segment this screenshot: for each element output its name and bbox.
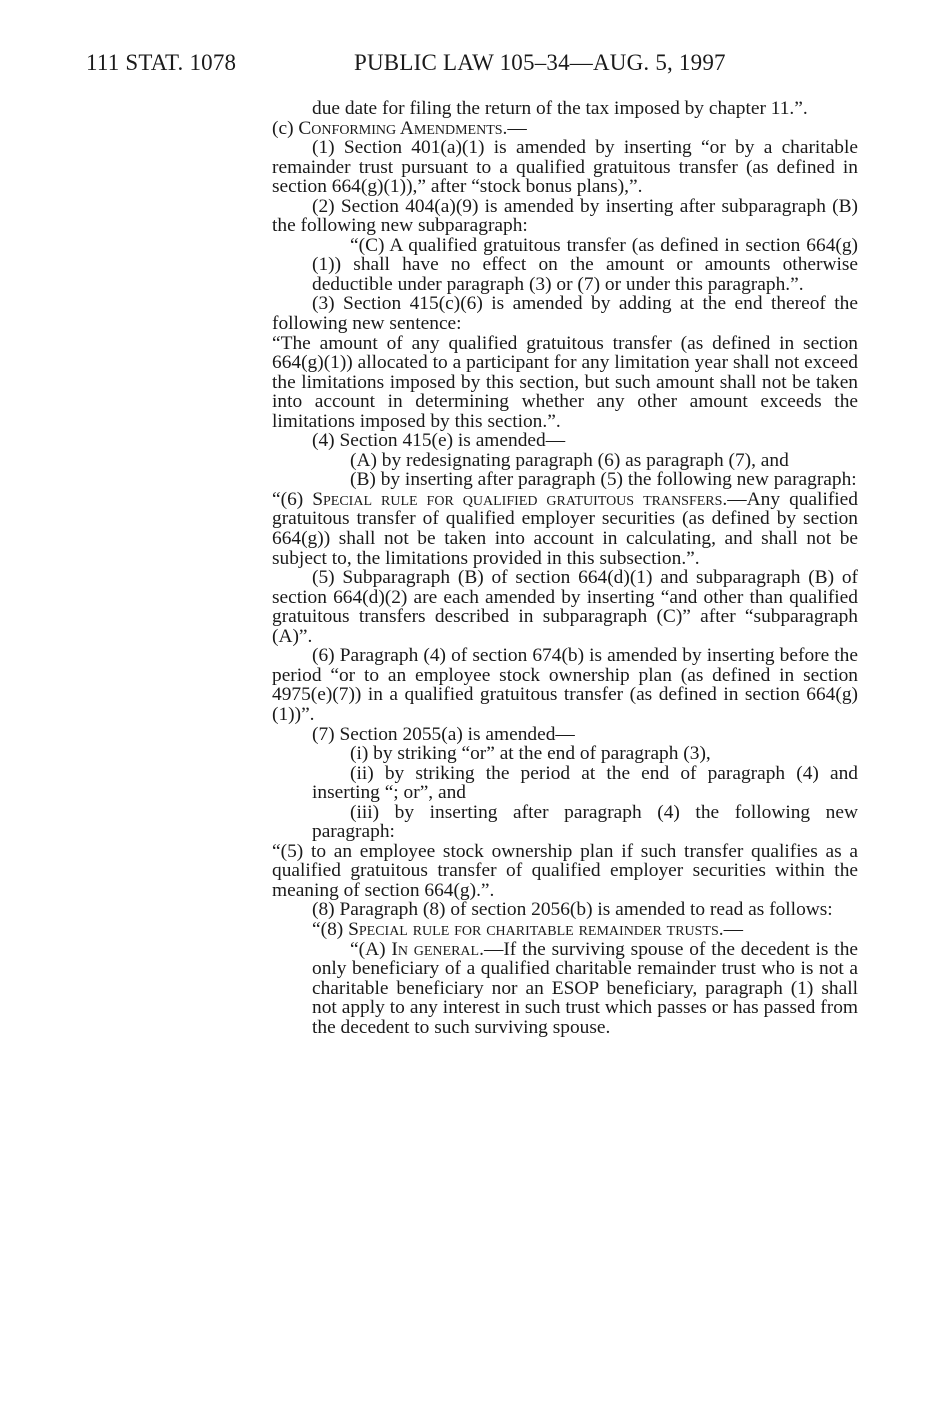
clause: (iii) by inserting after paragraph (4) the following new paragraph: — [312, 801, 858, 843]
quoted-paragraph: “(6) Special rule for qualified gratuitous transfers.—Any qualified gratuitous transfer of qualified employer securities (as defined by section 664(g)) shall not be taken into account in calculating, and shall not be subject to, the limitations provided in this subsection.”. — [272, 488, 858, 569]
law-title: PUBLIC LAW 105–34—AUG. 5, 1997 — [354, 50, 726, 75]
paragraph: (5) Subparagraph (B) of section 664(d)(1) and subparagraph (B) of section 664(d)(2) are each amended by inserting “and other than qualified gratuitous transfers described in subparagraph (C)” after “subparagraph (A)”. — [272, 567, 858, 647]
quoted-subparagraph: “(A) In general.—If the surviving spouse of the decedent is the only beneficiary of a qualified charitable remainder trust who is not a charitable beneficiary nor an ESOP beneficiary, paragraph (1) shall not apply to any interest in such trust which passes or has passed from the decedent to such surviving spouse. — [312, 938, 858, 1038]
clause: (i) by striking “or” at the end of paragraph (3), — [350, 743, 711, 765]
paragraph: (7) Section 2055(a) is amended— — [312, 723, 575, 745]
page-number: 111 STAT. 1078 — [86, 50, 237, 75]
subsection-heading-paragraph: (c) Conforming Amendments.— — [272, 117, 527, 139]
clause: (ii) by striking the period at the end of paragraph (4) and inserting “; or”, and — [312, 762, 858, 804]
subparagraph: (A) by redesignating paragraph (6) as paragraph (7), and — [350, 449, 789, 471]
running-header — [86, 50, 876, 84]
paragraph: (6) Paragraph (4) of section 674(b) is amended by inserting before the period “or to an employee stock ownership plan (as defined in section 4975(e)(7)) in a qualified gratuitous transfer (as defined in section 664(g)(1))”. — [272, 645, 858, 725]
paragraph: due date for filing the return of the tax imposed by chapter 11.”. — [312, 98, 808, 119]
quoted-heading: “(8) Special rule for charitable remainder trusts.— — [312, 918, 744, 940]
paragraph: (3) Section 415(c)(6) is amended by adding at the end thereof the following new sentence: — [272, 293, 858, 335]
paragraph: (8) Paragraph (8) of section 2056(b) is amended to read as follows: — [312, 899, 833, 921]
paragraph: (4) Section 415(e) is amended— — [312, 430, 566, 452]
statute-text — [272, 99, 858, 1037]
subparagraph: (B) by inserting after paragraph (5) the following new paragraph: — [350, 469, 857, 491]
paragraph: (1) Section 401(a)(1) is amended by inserting “or by a charitable remainder trust pursuant to a qualified gratuitous transfer (as defined in section 664(g)(1)),” after “stock bonus plans),”. — [272, 137, 858, 198]
quoted-paragraph: “(5) to an employee stock ownership plan if such transfer qualifies as a qualified gratuitous transfer of qualified employer securities within the meaning of section 664(g).”. — [272, 840, 858, 901]
paragraph: (2) Section 404(a)(9) is amended by inserting after subparagraph (B) the following new subparagraph: — [272, 195, 858, 237]
quoted-paragraph: “(C) A qualified gratuitous transfer (as defined in section 664(g)(1)) shall have no effect on the amount or amounts otherwise deductible under paragraph (3) or (7) or under this paragraph.”. — [312, 234, 858, 295]
quoted-paragraph: “The amount of any qualified gratuitous transfer (as defined in section 664(g)(1)) allocated to a participant for any limitation year shall not exceed the limitations imposed by this section, but such amount shall not be taken into account in determining whether any other amount exceeds the limitations imposed by this section.”. — [272, 332, 858, 432]
